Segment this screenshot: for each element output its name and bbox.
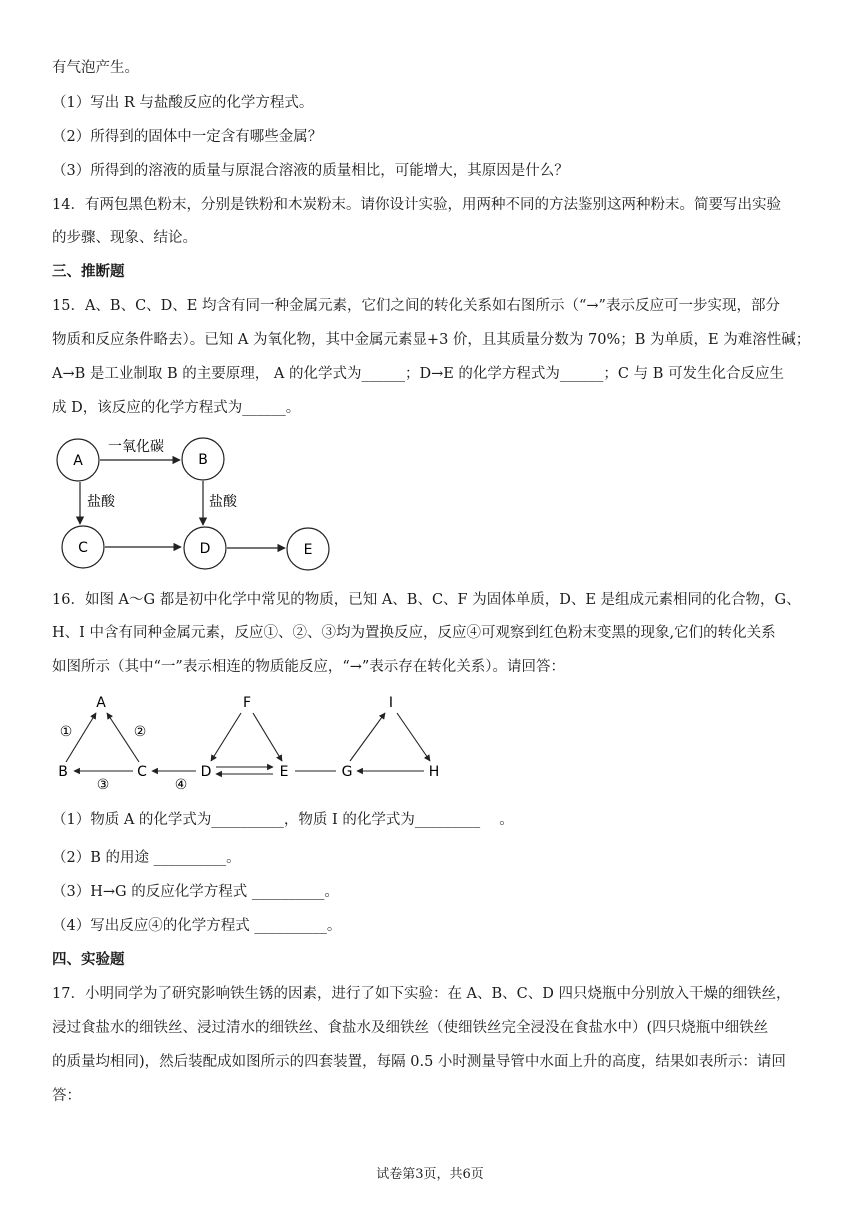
q15-line3: A→B 是工业制取 B 的主要原理， A 的化学式为______；D→E 的化学方程式为______；C 与 B 可发生化合反应生: [52, 366, 784, 382]
q16-conversion-diagram: [0, 685, 460, 800]
node-a: [57, 439, 99, 481]
arrow-f-to-e: [253, 713, 282, 761]
node-h: H: [428, 764, 440, 780]
section-heading-experiment: 四、实验题: [52, 951, 125, 968]
node-c: [62, 526, 104, 568]
q13-sub1: （1）写出 R 与盐酸反应的化学方程式。: [52, 95, 314, 111]
label-hydrochloric-acid-1: 盐酸: [87, 494, 115, 510]
q15-line4: 成 D，该反应的化学方程式为______。: [52, 400, 301, 416]
q13-sub3: （3）所得到的溶液的质量与原混合溶液的质量相比，可能增大，其原因是什么？: [52, 163, 569, 179]
svg-text:B: B: [198, 452, 208, 468]
svg-text:D: D: [199, 541, 211, 557]
svg-text:C: C: [78, 540, 88, 556]
node-c: C: [137, 764, 147, 780]
node-f: F: [242, 695, 252, 711]
q16-sub1: （1）物质 A 的化学式为__________，物质 I 的化学式为_________ 。: [52, 812, 514, 828]
q16-sub3: （3）H→G 的反应化学方程式 __________。: [52, 884, 339, 900]
arrow-i-to-h: [397, 713, 430, 761]
q16-line3: 如图所示（其中“一”表示相连的物质能反应，“→”表示存在转化关系）。请回答：: [52, 659, 566, 675]
reaction-mark-1: ①: [59, 724, 73, 740]
node-d: [184, 527, 226, 569]
q13-continuation: 有气泡产生。: [52, 60, 139, 76]
q13-sub2: （2）所得到的固体中一定含有哪些金属？: [52, 129, 323, 145]
node-e: E: [279, 764, 289, 780]
page-footer: 试卷第3页，共6页: [376, 1167, 484, 1182]
reaction-mark-2: ②: [133, 724, 147, 740]
node-e: [287, 528, 329, 570]
svg-text:A: A: [73, 453, 83, 469]
arrow-f-to-d: [211, 713, 241, 761]
node-g: G: [341, 764, 353, 780]
q17-line1: 17．小明同学为了研究影响铁生锈的因素，进行了如下实验：在 A、B、C、D 四只烧瓶中分别放入干燥的细铁丝，: [52, 986, 791, 1002]
arrow-g-to-i: [350, 713, 385, 761]
section-heading-inference: 三、推断题: [52, 263, 125, 280]
q17-line4: 答：: [52, 1088, 81, 1104]
q14-line1: 14．有两包黑色粉末，分别是铁粉和木炭粉末。请你设计实验，用两种不同的方法鉴别这两种粉末。简要写出实验: [52, 197, 781, 213]
q16-sub4: （4）写出反应④的化学方程式 __________。: [52, 918, 342, 934]
label-carbon-monoxide: 一氧化碳: [108, 439, 164, 455]
node-d: D: [200, 764, 212, 780]
reaction-mark-3: ③: [96, 777, 110, 793]
node-b: B: [58, 764, 68, 780]
node-b: [182, 438, 224, 480]
q15-line1: 15．A、B、C、D、E 均含有同一种金属元素，它们之间的转化关系如右图所示（“→”表示反应可一步实现，部分: [52, 298, 780, 314]
label-hydrochloric-acid-2: 盐酸: [209, 494, 237, 510]
q17-line3: 的质量均相同)，然后装配成如图所示的四套装置，每隔 0.5 小时测量导管中水面上升的高度，结果如表所示：请回: [52, 1054, 786, 1070]
q14-line2: 的步骤、现象、结论。: [52, 230, 197, 246]
node-i: I: [388, 695, 394, 711]
q16-line1: 16．如图 A～G 都是初中化学中常见的物质，已知 A、B、C、F 为固体单质，D、E 是组成元素相同的化合物，G、: [52, 592, 801, 608]
q16-line2: H、I 中含有同种金属元素，反应①、②、③均为置换反应，反应④可观察到红色粉末变黑的现象,它们的转化关系: [52, 625, 776, 641]
svg-text:E: E: [303, 542, 313, 558]
q15-line2: 物质和反应条件略去）。已知 A 为氧化物，其中金属元素显+3 价，且其质量分数为 70%；B 为单质，E 为难溶性碱；: [52, 332, 811, 348]
q16-sub2: （2）B 的用途 __________。: [52, 850, 241, 866]
q15-conversion-diagram: [0, 430, 360, 580]
node-a: A: [96, 695, 106, 711]
reaction-mark-4: ④: [174, 777, 188, 793]
q17-line2: 浸过食盐水的细铁丝、浸过清水的细铁丝、食盐水及细铁丝（使细铁丝完全浸没在食盐水中）(四只烧瓶中细铁丝: [52, 1020, 769, 1036]
